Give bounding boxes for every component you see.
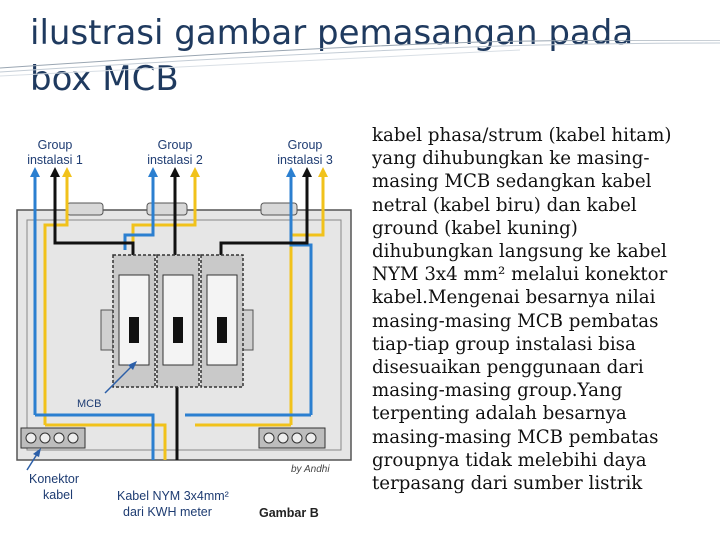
- credit-label: by Andhi: [291, 464, 330, 475]
- figure-caption: Gambar B: [259, 506, 319, 520]
- terminal-block-right: [259, 428, 325, 448]
- nym-label-line1: Kabel NYM 3x4mm²: [117, 489, 229, 503]
- group-arrows: [30, 167, 328, 177]
- body-line: netral (kabel biru) dan kabel: [372, 194, 637, 216]
- mcb-diagram-svg: [15, 125, 355, 535]
- body-line: tiap-tiap group instalasi bisa: [372, 333, 636, 355]
- body-line: kabel phasa/strum (kabel hitam): [372, 125, 672, 146]
- mcb-toggle-1: [129, 317, 139, 343]
- konektor-label-line1: Konektor: [29, 472, 80, 486]
- body-line: masing-masing MCB pembatas: [372, 310, 659, 332]
- body-line: NYM 3x4 mm² melalui konektor: [372, 264, 668, 286]
- body-line: terpenting adalah besarnya: [372, 403, 627, 425]
- body-line: ground (kabel kuning): [372, 217, 578, 239]
- body-line: disesuaikan penggunaan dari: [372, 357, 644, 379]
- group-1-label-line1: Group: [37, 138, 73, 152]
- slide-title-line-1: ilustrasi gambar pemasangan pada: [30, 13, 634, 53]
- konektor-label-line2: kabel: [43, 488, 73, 502]
- group-1-label-line2: instalasi 1: [27, 153, 83, 167]
- mcb-toggle-2: [173, 317, 183, 343]
- body-line: terpasang dari sumber listrik: [372, 473, 643, 495]
- body-line: masing-masing MCB pembatas: [372, 426, 659, 448]
- terminal-block-left: [21, 428, 85, 448]
- group-2-label-line2: instalasi 2: [147, 153, 203, 167]
- screw-top-left: [67, 203, 103, 215]
- slide-title-line-2: box MCB: [30, 59, 179, 99]
- body-paragraph: [372, 124, 716, 495]
- body-line: dihubungkan langsung ke kabel: [372, 241, 667, 263]
- group-3-label-line1: Group: [287, 138, 323, 152]
- body-line: kabel.Mengenai besarnya nilai: [372, 287, 656, 309]
- group-3-label-line2: instalasi 3: [277, 153, 333, 167]
- mcb-wiring-diagram: [15, 125, 355, 535]
- nym-label-line2: dari KWH meter: [123, 505, 212, 519]
- body-line: yang dihubungkan ke masing-: [372, 148, 650, 170]
- group-2-label-line1: Group: [157, 138, 193, 152]
- mcb-label: MCB: [77, 398, 102, 410]
- title-decoration: [0, 40, 720, 90]
- side-plate-left: [101, 310, 113, 350]
- body-line: masing-masing group.Yang: [372, 380, 623, 402]
- mcb-toggle-3: [217, 317, 227, 343]
- body-line: masing MCB sedangkan kabel: [372, 171, 652, 193]
- body-line: groupnya tidak melebihi daya: [372, 449, 647, 471]
